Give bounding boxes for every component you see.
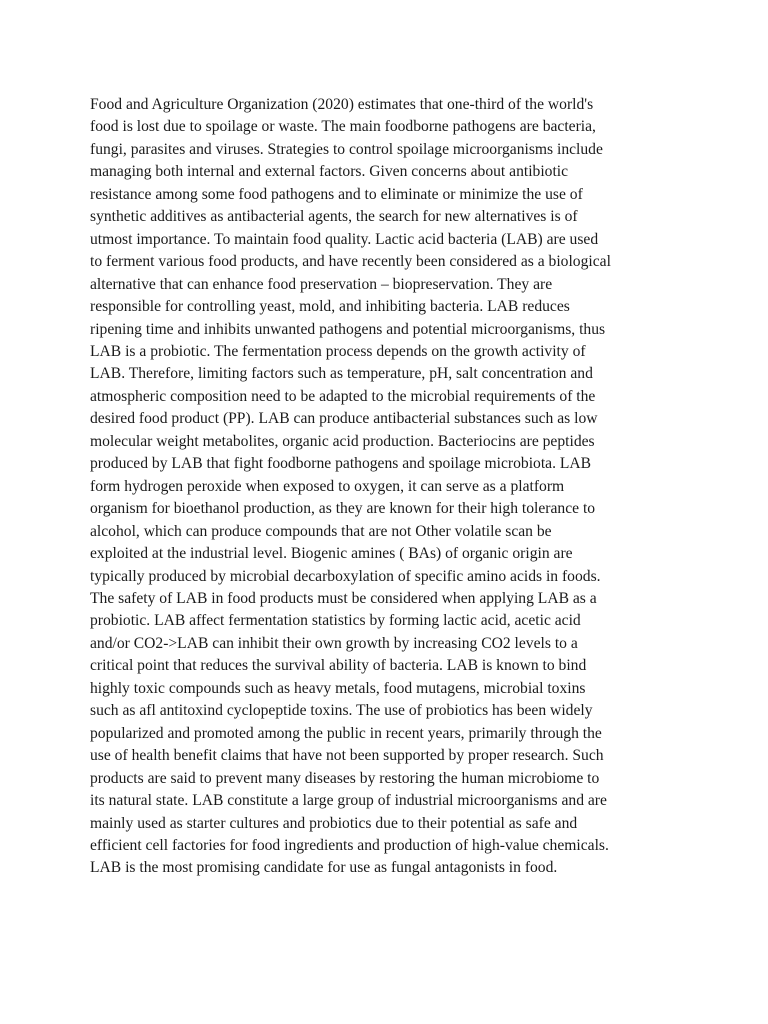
paragraph-line: ripening time and inhibits unwanted pathogens and potential microorganisms, thus	[90, 320, 606, 338]
paragraph-line: The safety of LAB in food products must be considered when applying LAB as a	[90, 589, 597, 607]
paragraph-line: desired food product (PP). LAB can produce antibacterial substances such as low	[90, 410, 598, 428]
paragraph-line: produced by LAB that fight foodborne pathogens and spoilage microbiota. LAB	[90, 455, 592, 473]
paragraph-line: LAB. Therefore, limiting factors such as temperature, pH, salt concentration and	[90, 365, 593, 383]
paragraph-line: LAB is a probiotic. The fermentation process depends on the growth activity of	[90, 342, 586, 360]
paragraph-line: atmospheric composition need to be adapted to the microbial requirements of the	[90, 387, 596, 405]
paragraph-line: efficient cell factories for food ingredients and production of high-value chemicals.	[90, 836, 609, 854]
paragraph-line: synthetic additives as antibacterial agents, the search for new alternatives is of	[90, 208, 578, 226]
paragraph-line: and/or CO2->LAB can inhibit their own growth by increasing CO2 levels to a	[90, 634, 578, 652]
paragraph-line: molecular weight metabolites, organic acid production. Bacteriocins are peptides	[90, 432, 595, 450]
paragraph-line: Food and Agriculture Organization (2020) estimates that one-third of the world's	[90, 96, 594, 113]
paragraph-line: alternative that can enhance food preservation – biopreservation. They are	[90, 275, 553, 293]
paragraph-line: mainly used as starter cultures and probiotics due to their potential as safe and	[90, 814, 578, 832]
paragraph-line: LAB is the most promising candidate for use as fungal antagonists in food.	[90, 859, 558, 877]
paragraph-line: food is lost due to spoilage or waste. The main foodborne pathogens are bacteria,	[90, 118, 596, 136]
paragraph-line: resistance among some food pathogens and to eliminate or minimize the use of	[90, 185, 583, 203]
paragraph-line: popularized and promoted among the public in recent years, primarily through the	[90, 724, 602, 742]
paragraph-line: to ferment various food products, and have recently been considered as a biological	[90, 253, 611, 271]
paragraph-line: fungi, parasites and viruses. Strategies to control spoilage microorganisms include	[90, 140, 603, 158]
paragraph-line: highly toxic compounds such as heavy metals, food mutagens, microbial toxins	[90, 679, 586, 697]
paragraph-line: typically produced by microbial decarboxylation of specific amino acids in foods.	[90, 567, 601, 585]
paragraph-line: form hydrogen peroxide when exposed to oxygen, it can serve as a platform	[90, 477, 565, 495]
paragraph-line: utmost importance. To maintain food quality. Lactic acid bacteria (LAB) are used	[90, 230, 599, 248]
body-paragraph	[90, 94, 690, 880]
paragraph-line: use of health benefit claims that have not been supported by proper research. Such	[90, 747, 604, 765]
paragraph-line: probiotic. LAB affect fermentation statistics by forming lactic acid, acetic acid	[90, 612, 581, 630]
paragraph-line: such as afl antitoxind cyclopeptide toxins. The use of probiotics has been widely	[90, 702, 593, 720]
paragraph-line: organism for bioethanol production, as they are known for their high tolerance to	[90, 500, 596, 518]
paragraph-line: critical point that reduces the survival ability of bacteria. LAB is known to bind	[90, 657, 587, 675]
paragraph-line: exploited at the industrial level. Biogenic amines ( BAs) of organic origin are	[90, 545, 573, 563]
paragraph-line: its natural state. LAB constitute a large group of industrial microorganisms and are	[90, 792, 607, 810]
paragraph-line: alcohol, which can produce compounds that are not Other volatile scan be	[90, 522, 552, 540]
paragraph-line: products are said to prevent many diseases by restoring the human microbiome to	[90, 769, 600, 787]
paragraph-line: responsible for controlling yeast, mold, and inhibiting bacteria. LAB reduces	[90, 298, 570, 316]
paragraph-line: managing both internal and external factors. Given concerns about antibiotic	[90, 163, 569, 181]
